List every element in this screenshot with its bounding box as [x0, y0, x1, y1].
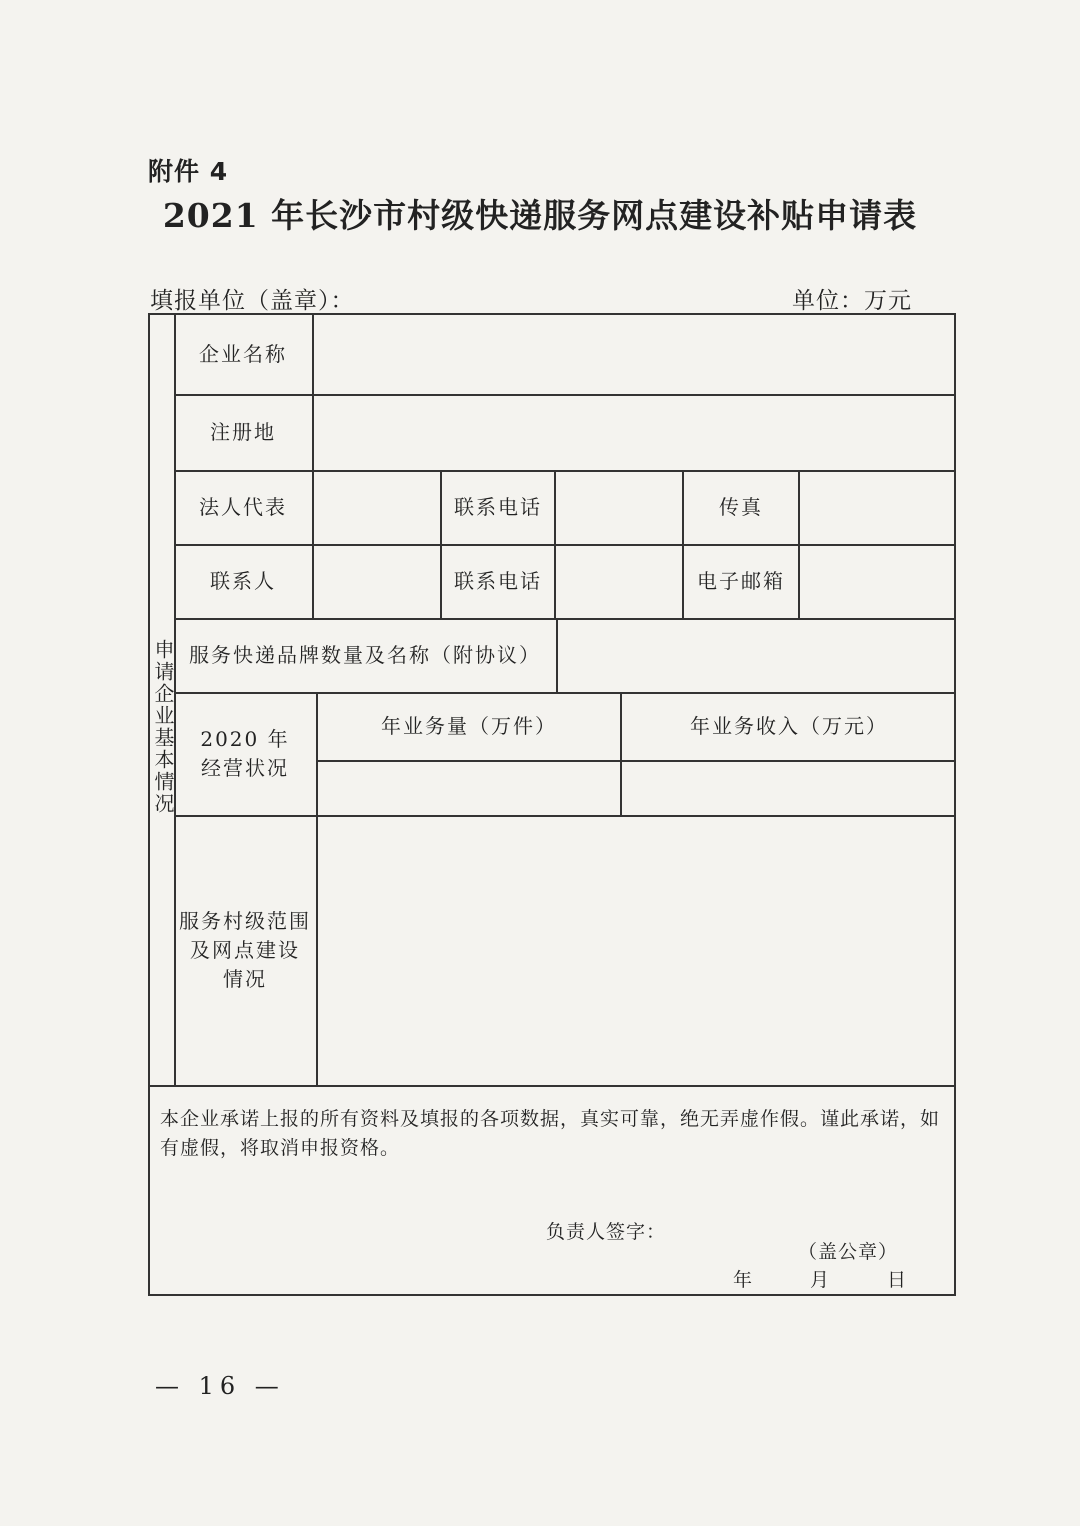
fill-unit-label: 填报单位（盖章）：	[150, 288, 355, 314]
annual-volume-label: 年业务量（万件）	[381, 713, 557, 738]
service-scope-label: 服务村级范围 及网点建设 情况	[179, 908, 311, 991]
registered-address-label: 注册地	[210, 419, 276, 444]
annual-revenue-field[interactable]	[622, 761, 956, 815]
legal-rep-field[interactable]	[314, 470, 440, 544]
attachment-label: 附件 4	[148, 157, 229, 186]
operation-label: 2020 年 经营状况	[200, 726, 290, 780]
email-label: 电子邮箱	[697, 568, 785, 593]
date-day-label: 日	[887, 1269, 907, 1291]
application-form	[148, 313, 956, 1296]
side-label: 申请企业基本情况	[151, 639, 175, 815]
contact-field[interactable]	[314, 544, 440, 618]
contact-label: 联系人	[210, 568, 276, 593]
fax-label: 传真	[719, 494, 763, 519]
registered-address-field[interactable]	[314, 394, 956, 470]
phone-label-2: 联系电话	[454, 568, 542, 593]
fax-field[interactable]	[800, 470, 956, 544]
brands-label: 服务快递品牌数量及名称（附协议）	[189, 642, 541, 667]
annual-volume-field[interactable]	[318, 761, 620, 815]
seal-label: （盖公章）	[798, 1241, 899, 1263]
phone-label-1: 联系电话	[454, 494, 542, 519]
legal-rep-label: 法人代表	[199, 494, 287, 519]
signature-label: 负责人签字：	[546, 1221, 667, 1243]
email-field[interactable]	[800, 544, 956, 618]
annual-revenue-label: 年业务收入（万元）	[690, 713, 888, 738]
company-name-field[interactable]	[314, 315, 956, 394]
form-title: 2021 年长沙市村级快递服务网点建设补贴申请表	[162, 196, 918, 235]
pledge-text: 本企业承诺上报的所有资料及填报的各项数据，真实可靠，绝无弄虚作假。谨此承诺，如有虚假，将取消申报资格。	[160, 1108, 941, 1160]
unit-label: 单位：万元	[792, 288, 912, 314]
brands-field[interactable]	[558, 618, 956, 692]
phone-field-1[interactable]	[556, 470, 682, 544]
page-number: — 16 —	[155, 1372, 285, 1400]
date-month-label: 月	[810, 1269, 830, 1291]
service-scope-field[interactable]	[318, 815, 956, 1085]
company-name-label: 企业名称	[199, 342, 287, 366]
phone-field-2[interactable]	[556, 544, 682, 618]
date-year-label: 年	[733, 1269, 753, 1291]
